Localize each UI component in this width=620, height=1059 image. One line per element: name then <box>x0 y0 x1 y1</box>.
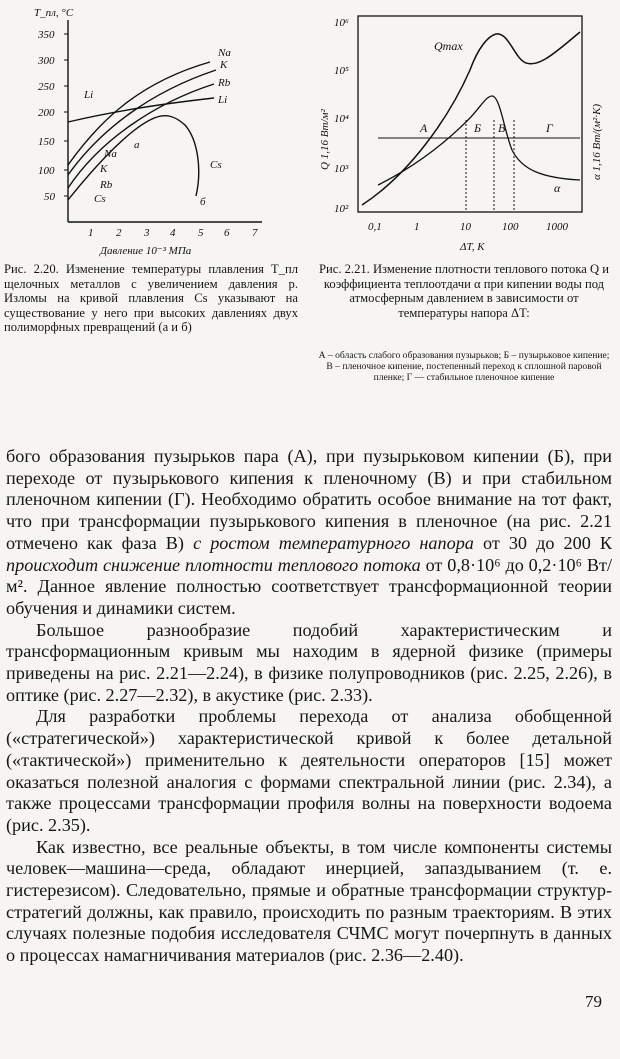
y-tick-label: 150 <box>38 136 55 148</box>
y-ticks <box>37 29 68 203</box>
y-tick-label: 350 <box>38 29 55 41</box>
region-label: Б <box>474 121 482 135</box>
x-tick-label: 1 <box>88 227 94 239</box>
curve-label: Cs <box>210 159 222 171</box>
x-tick-label: 1 <box>414 221 420 233</box>
y-tick-label: 10³ <box>334 163 349 175</box>
curve-label: Na <box>218 47 231 59</box>
y-ticks <box>334 17 349 215</box>
right-axis-label: α 1,16 Вт/(м²·К) <box>591 103 603 180</box>
y-tick-label: 10⁵ <box>334 65 349 77</box>
qmax-label: Qmax <box>434 39 463 53</box>
figure-2-20 <box>0 0 300 262</box>
left-axis-label: Q 1,16 Вт/м² <box>319 109 331 170</box>
x-tick-label: 7 <box>252 227 258 239</box>
curve-label: a <box>134 139 140 151</box>
y-tick-label: 300 <box>38 55 55 67</box>
x-tick-label: 3 <box>144 227 150 239</box>
alpha-label: α <box>554 181 561 195</box>
region-label: А <box>420 121 428 135</box>
x-ticks <box>88 227 258 239</box>
body-text <box>6 446 612 967</box>
curve-label: K <box>220 59 228 71</box>
paragraph-3: Для разработки проблемы перехода от анализа обобщенной («стратегической») характеристической кривой к более детальной («тактической») применительно к деятельности операторов [15] может оказаться полезной аналогия с формами спектральной линии (рис. 2.34), а также процессами трансформации профиля волны на поверхности водоема (рис. 2.35). <box>6 706 612 835</box>
curve-q <box>362 32 580 205</box>
curve-label: Na <box>104 148 117 160</box>
x-tick-label: 4 <box>170 227 176 239</box>
figure-2-21 <box>318 0 618 262</box>
x-tick-label: 0,1 <box>368 221 382 233</box>
curve-cs <box>68 116 199 200</box>
x-tick-label: 100 <box>502 221 519 233</box>
y-tick-label: 10² <box>334 203 349 215</box>
region-label: Г <box>546 121 553 135</box>
y-tick-label: 100 <box>38 165 55 177</box>
paragraph-1: бого образования пузырьков пара (А), при пузырьковом кипении (Б), при переходе от пузырькового кипения к пленочному (В) и при стабильном пленочном кипении (Г). Необходимо обратить особое внимание на тот факт, что при трансформации пузырькового кипения в пленочное (на рис. 2.21 отмечено как фаза В) с ростом температурного напора от 30 до 200 К происходит снижение плотности теплового потока от 0,8·10⁶ до 0,2·10⁶ Вт/м². Данное явление полностью соответствует трансформационной теории обучения и динамики систем. <box>6 446 613 618</box>
region-label: В <box>498 121 506 135</box>
y-tick-label: 10⁴ <box>334 113 349 125</box>
y-tick-label: 200 <box>38 107 55 119</box>
x-tick-label: 1000 <box>546 221 568 233</box>
curve-label: Rb <box>218 77 231 89</box>
y-tick-label: 50 <box>44 191 55 203</box>
curve-label: K <box>100 163 108 175</box>
paragraph-4: Как известно, все реальные объекты, в том числе компоненты системы человек—машина—среда, обладают инерцией, запаздыванием (т. е. гистерезисом). Следовательно, прямые и обратные трансформации структур-стратегий должны, как правило, происходить по разным траекториям. В этих случаях полезные подобия исследователя СЧМС могут почерпнуть в данных о процессах намагничивания материалов (рис. 2.36—2.40). <box>6 836 612 966</box>
x-axis-label: Давление 10⁻³ МПа <box>100 245 192 257</box>
figure-2-21-caption: Рис. 2.21. Изменение плотности теплового потока Q и коэффициента теплоотдачи α при кипении воды под атмосферным давлением в зависимости от температуры напора ΔT: <box>319 262 609 320</box>
curve-label: Rb <box>100 179 113 191</box>
x-axis-label: ΔT, К <box>460 241 485 253</box>
curve-label: Li <box>84 89 94 101</box>
figure-2-20-caption: Рис. 2.20. Изменение температуры плавления T_пл щелочных металлов с увеличением давления p. Изломы на кривой плавления Cs указывают на существование у него при высоких давлениях двух полиморфных превращений (а и б) <box>4 262 298 335</box>
curve-label: б <box>200 196 206 208</box>
x-tick-label: 5 <box>198 227 204 239</box>
x-tick-label: 10 <box>460 221 471 233</box>
paragraph-2: Большое разнообразие подобий характеристическим и трансформационным кривым мы находим в ядерной физике (примеры приведены на рис. 2.21—2.24), в физике полупроводников (рис. 2.25, 2.26), в оптике (рис. 2.27—2.32), в акустике (рис. 2.33). <box>6 619 612 705</box>
x-tick-label: 2 <box>116 227 122 239</box>
y-tick-label: 250 <box>38 81 55 93</box>
page-number: 79 <box>585 992 602 1011</box>
curve-label: Li <box>218 94 228 106</box>
y-tick-label: 10⁶ <box>334 17 349 29</box>
curve-label: Cs <box>94 193 106 205</box>
x-tick-label: 6 <box>224 227 230 239</box>
figure-2-21-legend: А – область слабого образования пузырьков; Б – пузырьковое кипение; В – пленочное кипение, постепенный переход к сплошной паровой пленке; Г — стабильное пленочное кипение <box>318 350 610 384</box>
x-ticks <box>368 221 569 233</box>
curve-alpha <box>378 96 580 185</box>
y-axis-label: T_пл, °C <box>34 7 74 19</box>
